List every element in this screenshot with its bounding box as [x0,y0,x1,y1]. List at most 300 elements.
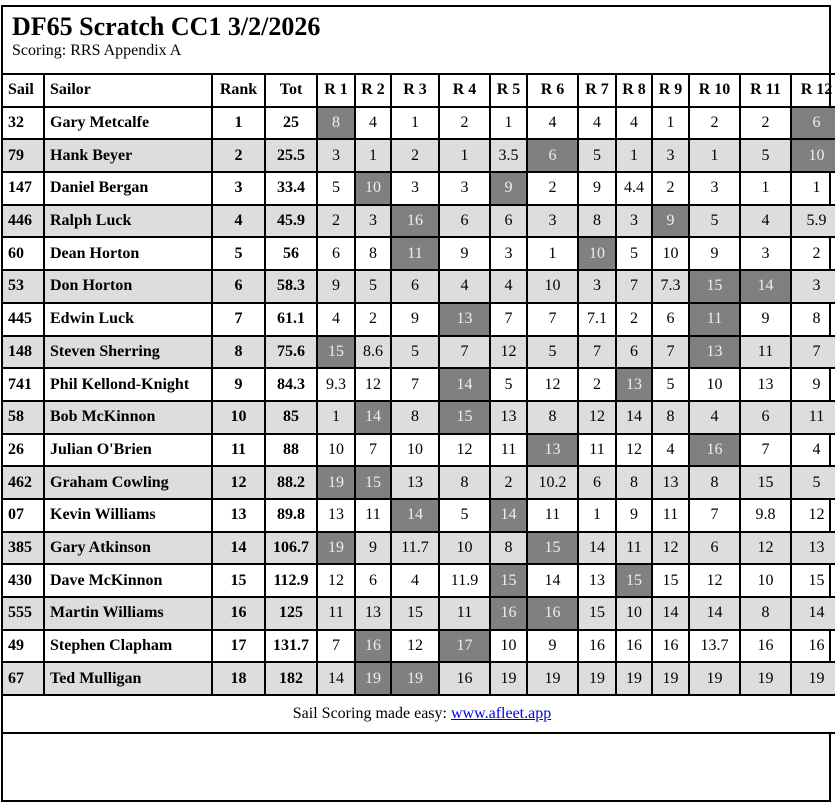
race-score: 1 [616,139,652,172]
race-score: 7 [652,336,689,369]
race-score: 4 [317,303,355,336]
column-header-sail: Sail [2,74,44,107]
race-score: 5 [490,368,527,401]
column-header-rank: Rank [212,74,265,107]
rank: 8 [212,336,265,369]
sailor-name: Phil Kellond-Knight [44,368,212,401]
race-score: 19 [578,662,616,695]
column-header-r-5: R 5 [490,74,527,107]
rank: 4 [212,205,265,238]
race-score: 1 [317,401,355,434]
race-score: 9 [689,237,740,270]
race-score: 10 [616,597,652,630]
sailor-name: Hank Beyer [44,139,212,172]
race-score: 3 [439,172,490,205]
race-score: 11 [791,401,835,434]
race-score-discarded: 16 [355,630,391,663]
race-score: 11 [490,434,527,467]
race-score: 3 [490,237,527,270]
race-score: 6 [317,237,355,270]
rank: 13 [212,499,265,532]
rank: 10 [212,401,265,434]
page-title: DF65 Scratch CC1 3/2/2026 [12,12,321,41]
race-score: 11 [439,597,490,630]
rank: 6 [212,270,265,303]
column-header-r-6: R 6 [527,74,578,107]
race-score: 13 [490,401,527,434]
footer [2,695,835,733]
sail-number: 79 [2,139,44,172]
race-score-discarded: 16 [527,597,578,630]
race-score-discarded: 11 [689,303,740,336]
race-score-discarded: 13 [616,368,652,401]
race-score: 8 [391,401,439,434]
race-score: 7 [689,499,740,532]
race-score: 10 [527,270,578,303]
race-score: 8 [490,532,527,565]
race-score-discarded: 13 [439,303,490,336]
race-score: 19 [652,662,689,695]
race-score-discarded: 14 [355,401,391,434]
race-score-discarded: 16 [689,434,740,467]
race-score: 14 [578,532,616,565]
total-points: 56 [265,237,317,270]
race-score: 7 [791,336,835,369]
race-score: 5 [439,499,490,532]
race-score: 1 [578,499,616,532]
results-table [1,73,835,734]
race-score: 9 [355,532,391,565]
race-score: 10 [689,368,740,401]
race-score: 1 [490,107,527,140]
race-score: 6 [652,303,689,336]
race-score: 13 [317,499,355,532]
sailor-name: Steven Sherring [44,336,212,369]
race-score: 10 [652,237,689,270]
column-header-r-1: R 1 [317,74,355,107]
table-row [2,532,835,565]
race-score: 14 [791,597,835,630]
table-row [2,139,835,172]
column-header-r-10: R 10 [689,74,740,107]
race-score: 10 [391,434,439,467]
race-score: 8 [355,237,391,270]
race-score: 8 [527,401,578,434]
race-score: 4.4 [616,172,652,205]
race-score: 8 [652,401,689,434]
race-score: 16 [616,630,652,663]
table-row [2,499,835,532]
rank: 1 [212,107,265,140]
race-score: 7 [616,270,652,303]
header-row [2,74,835,107]
total-points: 88 [265,434,317,467]
sail-number: 53 [2,270,44,303]
race-score-discarded: 15 [317,336,355,369]
race-score: 7 [578,336,616,369]
race-score: 9 [527,630,578,663]
sailor-name: Bob McKinnon [44,401,212,434]
total-points: 84.3 [265,368,317,401]
total-points: 106.7 [265,532,317,565]
race-score: 3 [355,205,391,238]
race-score: 4 [740,205,791,238]
race-score: 11 [652,499,689,532]
rank: 18 [212,662,265,695]
race-score: 14 [652,597,689,630]
table-row [2,172,835,205]
race-score-discarded: 9 [490,172,527,205]
race-score: 8 [439,466,490,499]
race-score-discarded: 19 [391,662,439,695]
race-score-discarded: 16 [490,597,527,630]
race-score: 2 [740,107,791,140]
race-score: 8 [689,466,740,499]
race-score: 5 [317,172,355,205]
total-points: 58.3 [265,270,317,303]
race-score: 19 [490,662,527,695]
column-header-r-9: R 9 [652,74,689,107]
race-score: 19 [791,662,835,695]
scoring-system: Scoring: RRS Appendix A [12,42,182,59]
sail-number: 741 [2,368,44,401]
race-score: 15 [652,564,689,597]
race-score: 16 [439,662,490,695]
sail-number: 462 [2,466,44,499]
column-header-r-2: R 2 [355,74,391,107]
sail-number: 07 [2,499,44,532]
total-points: 112.9 [265,564,317,597]
table-row [2,434,835,467]
race-score: 9 [616,499,652,532]
race-score: 4 [616,107,652,140]
race-score: 10 [317,434,355,467]
race-score: 6 [439,205,490,238]
column-header-sailor: Sailor [44,74,212,107]
race-score-discarded: 15 [689,270,740,303]
sail-number: 58 [2,401,44,434]
race-score: 10 [490,630,527,663]
total-points: 125 [265,597,317,630]
table-row [2,237,835,270]
race-score: 3 [578,270,616,303]
race-score: 3 [689,172,740,205]
race-score: 15 [740,466,791,499]
race-score-discarded: 6 [791,107,835,140]
rank: 14 [212,532,265,565]
race-score: 13.7 [689,630,740,663]
sail-number: 445 [2,303,44,336]
rank: 7 [212,303,265,336]
total-points: 75.6 [265,336,317,369]
table-row [2,630,835,663]
race-score: 8 [791,303,835,336]
race-score-discarded: 10 [791,139,835,172]
sail-number: 148 [2,336,44,369]
race-score-discarded: 17 [439,630,490,663]
race-score: 2 [317,205,355,238]
total-points: 25 [265,107,317,140]
race-score: 4 [527,107,578,140]
race-score: 7 [439,336,490,369]
race-score: 1 [355,139,391,172]
race-score: 12 [689,564,740,597]
race-score: 1 [527,237,578,270]
race-score: 3 [740,237,791,270]
sailor-name: Gary Metcalfe [44,107,212,140]
race-score: 14 [616,401,652,434]
sail-number: 446 [2,205,44,238]
race-score: 7.3 [652,270,689,303]
race-score: 2 [527,172,578,205]
race-score: 8 [740,597,791,630]
race-score: 12 [317,564,355,597]
race-score: 4 [791,434,835,467]
race-score: 2 [391,139,439,172]
race-score: 13 [578,564,616,597]
race-score: 12 [791,499,835,532]
race-score: 1 [652,107,689,140]
column-header-r-8: R 8 [616,74,652,107]
race-score: 4 [355,107,391,140]
race-score-discarded: 15 [439,401,490,434]
race-score: 2 [616,303,652,336]
race-score: 16 [578,630,616,663]
sail-number: 32 [2,107,44,140]
race-score: 4 [391,564,439,597]
race-score: 12 [652,532,689,565]
sail-number: 67 [2,662,44,695]
race-score: 10 [439,532,490,565]
race-score: 6 [689,532,740,565]
race-score: 4 [439,270,490,303]
total-points: 33.4 [265,172,317,205]
race-score-discarded: 14 [490,499,527,532]
race-score: 9 [791,368,835,401]
total-points: 85 [265,401,317,434]
race-score: 2 [689,107,740,140]
title-block [3,7,829,73]
race-score: 9 [740,303,791,336]
rank: 9 [212,368,265,401]
race-score: 6 [740,401,791,434]
race-score: 9 [578,172,616,205]
table-row [2,662,835,695]
race-score-discarded: 13 [527,434,578,467]
sail-number: 430 [2,564,44,597]
total-points: 45.9 [265,205,317,238]
race-score: 2 [439,107,490,140]
sail-number: 26 [2,434,44,467]
column-header-tot: Tot [265,74,317,107]
sailor-name: Ralph Luck [44,205,212,238]
race-score: 2 [578,368,616,401]
race-score: 12 [616,434,652,467]
rank: 2 [212,139,265,172]
race-score: 11 [578,434,616,467]
footer-text: Sail Scoring made easy: [292,705,451,723]
race-score: 11.9 [439,564,490,597]
table-row [2,368,835,401]
table-row [2,336,835,369]
sail-number: 147 [2,172,44,205]
table-row [2,401,835,434]
race-score-discarded: 15 [490,564,527,597]
race-score: 1 [689,139,740,172]
race-score: 4 [578,107,616,140]
race-score: 19 [616,662,652,695]
column-header-r-12: R 12 [791,74,835,107]
race-score: 3 [616,205,652,238]
race-score: 9 [439,237,490,270]
race-score: 7 [391,368,439,401]
race-score: 12 [355,368,391,401]
race-score-discarded: 15 [616,564,652,597]
race-score-discarded: 16 [391,205,439,238]
race-score: 14 [317,662,355,695]
race-score-discarded: 10 [578,237,616,270]
race-score: 8.6 [355,336,391,369]
race-score-discarded: 15 [355,466,391,499]
race-score: 6 [616,336,652,369]
rank: 11 [212,434,265,467]
race-score: 9 [391,303,439,336]
race-score: 16 [791,630,835,663]
table-row [2,466,835,499]
sailor-name: Daniel Bergan [44,172,212,205]
race-score: 16 [652,630,689,663]
race-score: 1 [791,172,835,205]
sailor-name: Graham Cowling [44,466,212,499]
race-score: 7 [527,303,578,336]
race-score: 4 [652,434,689,467]
race-score: 11 [740,336,791,369]
race-score: 11 [317,597,355,630]
column-header-r-7: R 7 [578,74,616,107]
race-score: 12 [391,630,439,663]
race-score: 5 [355,270,391,303]
race-score: 8 [578,205,616,238]
race-score-discarded: 8 [317,107,355,140]
race-score: 15 [391,597,439,630]
race-score: 10 [740,564,791,597]
race-score-discarded: 10 [355,172,391,205]
race-score: 19 [689,662,740,695]
sailor-name: Kevin Williams [44,499,212,532]
race-score: 7 [490,303,527,336]
race-score: 1 [740,172,791,205]
race-score: 12 [439,434,490,467]
race-score: 3 [391,172,439,205]
race-score: 14 [527,564,578,597]
total-points: 89.8 [265,499,317,532]
race-score-discarded: 19 [317,532,355,565]
sailor-name: Martin Williams [44,597,212,630]
race-score: 6 [490,205,527,238]
race-score: 11 [527,499,578,532]
race-score: 9 [317,270,355,303]
table-row [2,205,835,238]
race-score: 16 [740,630,791,663]
sail-number: 385 [2,532,44,565]
race-score-discarded: 14 [439,368,490,401]
race-score: 12 [527,368,578,401]
rank: 16 [212,597,265,630]
race-score-discarded: 19 [317,466,355,499]
race-score: 12 [740,532,791,565]
race-score: 13 [740,368,791,401]
race-score: 3 [317,139,355,172]
column-header-r-3: R 3 [391,74,439,107]
sailor-name: Dean Horton [44,237,212,270]
sail-number: 555 [2,597,44,630]
sailor-name: Edwin Luck [44,303,212,336]
afleet-link[interactable]: www.afleet.app [450,705,552,723]
table-row [2,303,835,336]
race-score: 13 [791,532,835,565]
race-score: 4 [490,270,527,303]
total-points: 131.7 [265,630,317,663]
table-row [2,597,835,630]
race-score: 11 [355,499,391,532]
race-score: 6 [355,564,391,597]
race-score: 2 [791,237,835,270]
race-score: 11 [616,532,652,565]
race-score-discarded: 13 [689,336,740,369]
sailor-name: Dave McKinnon [44,564,212,597]
rank: 15 [212,564,265,597]
race-score: 14 [689,597,740,630]
race-score: 8 [616,466,652,499]
race-score: 9.8 [740,499,791,532]
race-score: 6 [578,466,616,499]
sail-number: 60 [2,237,44,270]
race-score: 3 [652,139,689,172]
race-score-discarded: 14 [740,270,791,303]
race-score: 12 [578,401,616,434]
footer-row [2,695,835,733]
race-score: 15 [791,564,835,597]
race-score-discarded: 6 [527,139,578,172]
race-score: 12 [490,336,527,369]
race-score: 13 [391,466,439,499]
results-sheet [1,5,831,802]
race-score: 2 [355,303,391,336]
total-points: 61.1 [265,303,317,336]
race-score: 5 [740,139,791,172]
race-score-discarded: 15 [527,532,578,565]
race-score: 7.1 [578,303,616,336]
race-score: 19 [527,662,578,695]
race-score: 9.3 [317,368,355,401]
total-points: 25.5 [265,139,317,172]
sailor-name: Gary Atkinson [44,532,212,565]
total-points: 182 [265,662,317,695]
column-header-r-11: R 11 [740,74,791,107]
race-score: 3 [791,270,835,303]
rank: 12 [212,466,265,499]
race-score: 19 [740,662,791,695]
race-score: 4 [689,401,740,434]
race-score: 7 [317,630,355,663]
total-points: 88.2 [265,466,317,499]
sailor-name: Stephen Clapham [44,630,212,663]
race-score: 6 [391,270,439,303]
race-score: 5 [391,336,439,369]
table-row [2,270,835,303]
sailor-name: Julian O'Brien [44,434,212,467]
race-score: 11.7 [391,532,439,565]
